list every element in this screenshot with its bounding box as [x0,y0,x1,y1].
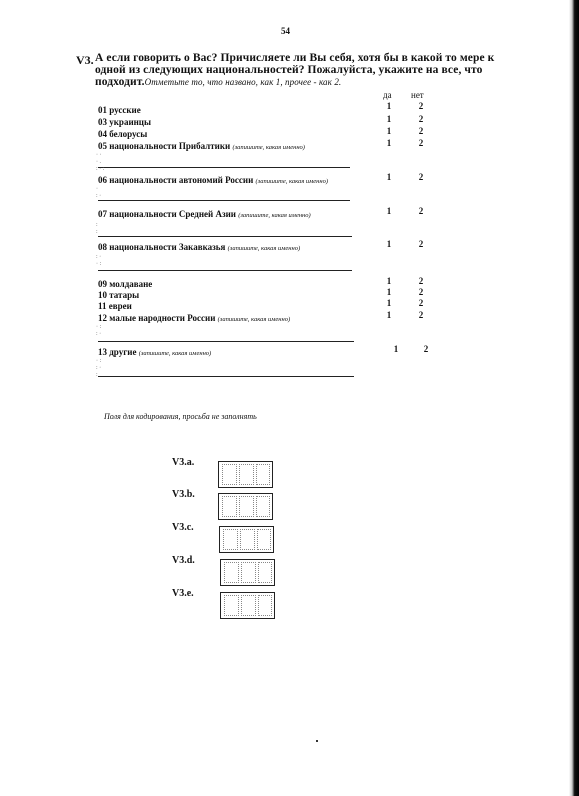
row-label: национальности Средней Азии [109,209,236,219]
coding-cell[interactable] [241,595,256,616]
coding-cell[interactable] [224,562,239,583]
yes-value[interactable]: 1 [386,172,392,182]
coder-marks: : : [96,222,98,235]
answer-row-ukrainians[interactable] [98,117,151,127]
yes-value[interactable]: 1 [386,206,392,216]
yes-value[interactable]: 1 [386,126,392,136]
row-label: другие [109,347,137,357]
row-code: 10 [98,290,107,300]
row-label: малые народности России [109,313,216,323]
scan-edge-shadow [569,0,579,796]
coding-cell[interactable] [240,529,255,550]
yes-value[interactable]: 1 [393,344,399,354]
row-code: 04 [98,129,107,139]
row-note: (запишите, какая именно) [232,144,305,151]
coding-label-v3b: V3.b. [172,489,195,500]
row-label: евреи [108,301,132,311]
row-code: 11 [98,301,107,311]
coder-marks: · : · [96,186,102,199]
row-label: русские [109,105,141,115]
yes-value[interactable]: 1 [386,114,392,124]
yes-value[interactable]: 1 [386,101,392,111]
coder-marks: · · · . : · : [96,152,105,172]
row-label: татары [109,290,140,300]
question-text-line-2: одной из следующих национальностей? Пожалуйста, укажите на все, что [95,64,483,76]
write-in-line[interactable] [98,236,352,237]
question-text-line-3 [95,76,341,88]
answer-row-transcaucasia[interactable] [98,242,300,252]
coding-cell[interactable] [239,464,254,485]
no-value[interactable]: 2 [418,114,424,124]
coding-box-v3d[interactable] [220,559,275,586]
coding-cell[interactable] [239,496,254,517]
row-label: молдаване [109,279,153,289]
coding-cell[interactable] [258,562,272,583]
answer-row-moldovans[interactable] [98,279,152,289]
row-code: 01 [98,105,107,115]
coding-cell[interactable] [241,562,256,583]
no-value[interactable]: 2 [418,287,424,297]
row-note: (запишите, какая именно) [227,245,301,252]
answer-row-others[interactable] [98,347,211,357]
scan-speck [316,740,318,742]
coding-label-v3a: V3.a. [172,457,195,468]
no-value[interactable]: 2 [418,276,424,286]
yes-value[interactable]: 1 [386,239,392,249]
answer-row-baltic[interactable] [98,141,305,151]
coding-cell[interactable] [222,464,237,485]
row-label: белорусы [109,129,148,139]
no-value[interactable]: 2 [418,172,424,182]
page-number: 54 [281,26,290,36]
row-note: (запишите, какая именно) [217,316,291,323]
coding-box-v3a[interactable] [218,461,273,488]
coding-box-v3b[interactable] [218,493,273,520]
coding-cell[interactable] [257,529,271,550]
row-label: национальности Прибалтики [109,141,231,151]
yes-value[interactable]: 1 [386,310,392,320]
coding-cell[interactable] [256,464,270,485]
coding-box-v3e[interactable] [220,592,275,619]
coding-label-v3d: V3.d. [172,555,195,566]
yes-value[interactable]: 1 [386,138,392,148]
yes-value[interactable]: 1 [386,276,392,286]
coding-note: Поля для кодирования, просьба не заполнять [104,412,257,421]
row-code: 05 [98,141,107,151]
row-code: 03 [98,117,107,127]
row-label: украинцы [109,117,152,127]
row-label: национальности Закавказья [109,242,226,252]
question-instruction: Отметьте то, что названо, как 1, прочее - как 2. [144,77,342,87]
answer-row-central-asia[interactable] [98,209,311,219]
coding-cell[interactable] [256,496,270,517]
no-value[interactable]: 2 [418,310,424,320]
answer-row-autonomies[interactable] [98,175,328,185]
no-value[interactable]: 2 [418,298,424,308]
write-in-line[interactable] [98,167,350,168]
row-label: национальности автономий России [109,175,254,185]
answer-row-belarusians[interactable] [98,129,147,139]
yes-value[interactable]: 1 [386,287,392,297]
no-value[interactable]: 2 [418,239,424,249]
row-code: 12 [98,313,107,323]
column-header-no: нет [411,90,424,100]
answer-row-jews[interactable] [98,301,132,311]
no-value[interactable]: 2 [418,126,424,136]
coding-cell[interactable] [223,529,238,550]
write-in-line[interactable] [98,270,352,271]
coder-marks: · : : · [96,324,102,337]
coder-marks: : · · : [96,254,102,267]
no-value[interactable]: 2 [418,101,424,111]
column-header-yes: да [383,90,392,100]
question-text-line-1: А если говорить о Вас? Причисляете ли Вы себя, хотя бы в какой то мере к [95,52,495,64]
answer-row-tatars[interactable] [98,290,139,300]
row-code: 09 [98,279,107,289]
coding-cell[interactable] [258,595,272,616]
write-in-line[interactable] [98,341,354,342]
yes-value[interactable]: 1 [386,298,392,308]
no-value[interactable]: 2 [418,138,424,148]
answer-row-small-peoples[interactable] [98,313,290,323]
row-note: (запишите, какая именно) [255,178,329,185]
coding-cell[interactable] [224,595,239,616]
row-note: (запишите, какая именно) [238,212,311,219]
answer-row-russians[interactable] [98,105,141,115]
coding-cell[interactable] [222,496,237,517]
coding-label-v3e: V3.e. [172,588,194,599]
no-value[interactable]: 2 [418,206,424,216]
row-note: (запишите, какая именно) [138,350,212,357]
question-number: V3. [76,53,94,67]
row-code: 08 [98,242,107,252]
write-in-line[interactable] [98,376,354,377]
write-in-line[interactable] [98,200,350,201]
row-code: 13 [98,347,107,357]
coding-box-v3c[interactable] [219,526,274,553]
row-code: 06 [98,175,107,185]
row-code: 07 [98,209,107,219]
question-subtext: подходит. [95,76,145,88]
no-value[interactable]: 2 [423,344,429,354]
coder-marks: · : : · : [96,358,102,378]
coding-label-v3c: V3.c. [172,522,194,533]
